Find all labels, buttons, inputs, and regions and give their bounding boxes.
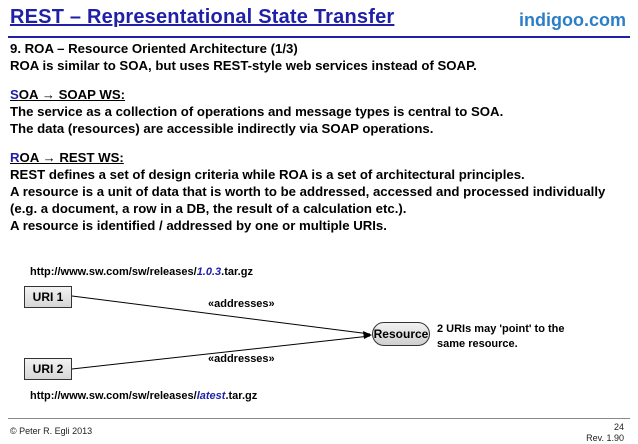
soa-initial: S [10, 87, 19, 102]
resource-note-line: 2 URIs may 'point' to the [437, 323, 565, 335]
soa-line: The data (resources) are accessible indirectly via SOAP operations. [10, 121, 434, 136]
section-heading: 9. ROA – Resource Oriented Architecture (1/3) [10, 41, 298, 56]
roa-line: A resource is a unit of data that is worth to be addressed, accessed and processed individually [10, 184, 606, 199]
slide-title: REST – Representational State Transfer [10, 6, 395, 28]
uri1-box: URI 1 [24, 286, 72, 308]
resource-box: Resource [372, 322, 430, 346]
roa-heading-label: OA → REST WS: [19, 150, 124, 165]
roa-line: REST defines a set of design criteria while ROA is a set of architectural principles. [10, 167, 525, 182]
uri1-url-prefix: http://www.sw.com/sw/releases/ [30, 266, 197, 278]
resource-note-line: same resource. [437, 338, 518, 350]
addresses-label-2: «addresses» [208, 353, 275, 365]
revision: Rev. 1.90 [586, 433, 624, 443]
uri1-url-version: 1.0.3 [196, 266, 222, 278]
uri2-url [30, 390, 257, 402]
resource-note [437, 322, 564, 352]
uri2-box: URI 2 [24, 358, 72, 380]
soa-heading-label: OA → SOAP WS: [18, 87, 126, 102]
uri1-url-suffix: .tar.gz [221, 266, 253, 278]
soa-line: The service as a collection of operations and message types is central to SOA. [10, 104, 504, 119]
addresses-label-1: «addresses» [208, 298, 275, 310]
intro-text: ROA is similar to SOA, but uses REST-style web services instead of SOAP. [10, 58, 477, 73]
slide-info [586, 422, 624, 444]
roa-line: (e.g. a document, a row in a DB, the result of a calculation etc.). [10, 201, 407, 216]
page-number: 24 [613, 422, 624, 432]
uri2-url-version: latest [196, 390, 226, 402]
brand-logo: indigoo.com [519, 10, 626, 30]
roa-line: A resource is identified / addressed by one or multiple URIs. [10, 218, 387, 233]
roa-initial: R [10, 150, 20, 165]
copyright: © Peter R. Egli 2013 [10, 426, 93, 436]
uri2-url-suffix: .tar.gz [225, 390, 258, 402]
footer-divider [8, 418, 630, 419]
uri2-url-prefix: http://www.sw.com/sw/releases/ [30, 390, 197, 402]
arrowhead-icon [363, 331, 372, 339]
